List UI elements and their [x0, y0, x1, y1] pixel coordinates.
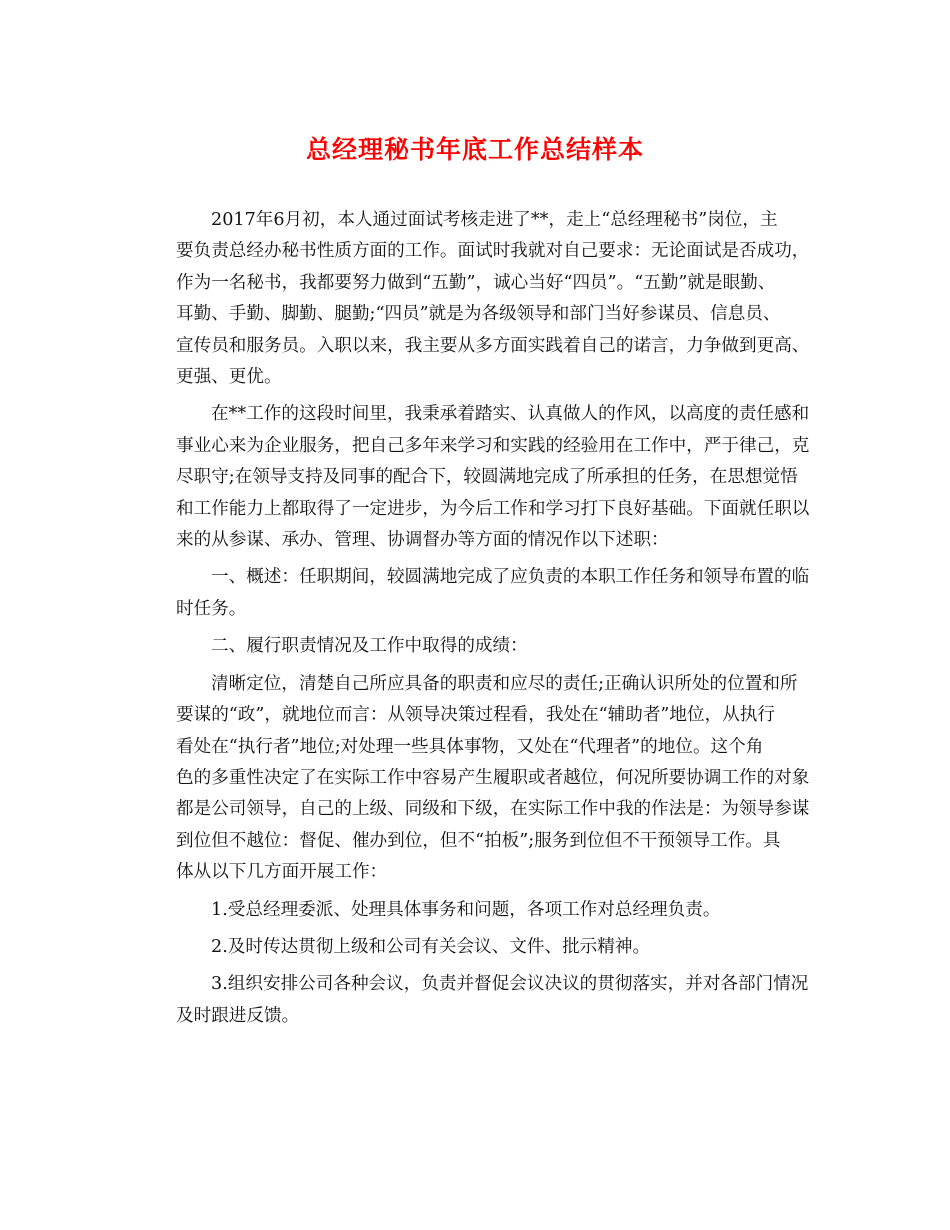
- paragraph-5: [141, 669, 821, 889]
- document-body: [141, 205, 821, 1038]
- paragraph-line: 在**工作的这段时间里，我秉承着踏实、认真做人的作风，以高度的责任感和: [211, 404, 810, 425]
- paragraph-line: 一、概述：任职期间，较圆满地完成了应负责的本职工作任务和领导布置的临: [211, 567, 810, 588]
- paragraph-4: [141, 631, 821, 662]
- paragraph-6: [141, 895, 821, 926]
- document-title: 总经理秘书年底工作总结样本: [305, 135, 644, 164]
- paragraph-line: 要负责总经办秘书性质方面的工作。面试时我就对自己要求：无论面试是否成功，: [176, 241, 810, 262]
- paragraph-3: [141, 562, 821, 625]
- paragraph-2: [141, 399, 821, 556]
- paragraph-line: 来的从参谋、承办、管理、协调督办等方面的情况作以下述职：: [176, 530, 669, 551]
- paragraph-line: 都是公司领导，自己的上级、同级和下级，在实际工作中我的作法是：为领导参谋: [176, 799, 810, 820]
- paragraph-line: 1.受总经理委派、处理具体事务和问题，各项工作对总经理负责。: [211, 899, 721, 920]
- paragraph-line: 尽职守;在领导支持及同事的配合下，较圆满地完成了所承担的任务，在思想觉悟: [176, 467, 798, 488]
- paragraph-8: [141, 969, 821, 1032]
- paragraph-line: 时任务。: [176, 598, 247, 619]
- paragraph-line: 宣传员和服务员。入职以来，我主要从多方面实践着自己的诺言，力争做到更高、: [176, 335, 810, 356]
- paragraph-line: 2.及时传达贯彻上级和公司有关会议、文件、批示精神。: [211, 936, 651, 957]
- paragraph-line: 色的多重性决定了在实际工作中容易产生履职或者越位，何况所要协调工作的对象: [176, 767, 810, 788]
- paragraph-line: 二、履行职责情况及工作中取得的成绩：: [211, 636, 528, 657]
- paragraph-line: 2017年6月初，本人通过面试考核走进了**，走上“总经理秘书”岗位，主: [211, 210, 778, 230]
- paragraph-line: 和工作能力上都取得了一定进步，为今后工作和学习打下良好基础。下面就任职以: [176, 498, 810, 519]
- paragraph-7: [141, 932, 821, 963]
- paragraph-line: 体从以下几方面开展工作：: [176, 862, 388, 883]
- paragraph-line: 看处在“执行者”地位;对处理一些具体事物，又处在“代理者”的地位。这个角: [176, 736, 764, 757]
- paragraph-line: 作为一名秘书，我都要努力做到“五勤”，诚心当好“四员”。“五勤”就是眼勤、: [176, 272, 776, 293]
- paragraph-line: 要谋的“政”，就地位而言：从领导决策过程看，我处在“辅助者”地位，从执行: [176, 705, 775, 726]
- paragraph-line: 耳勤、手勤、脚勤、腿勤;“四员”就是为各级领导和部门当好参谋员、信息员、: [176, 304, 781, 325]
- paragraph-line: 及时跟进反馈。: [176, 1005, 300, 1026]
- paragraph-line: 更强、更优。: [176, 367, 282, 388]
- paragraph-1: [141, 205, 821, 393]
- paragraph-line: 到位但不越位：督促、催办到位，但不“拍板”;服务到位但不干预领导工作。具: [176, 830, 781, 851]
- paragraph-line: 事业心来为企业服务，把自己多年来学习和实践的经验用在工作中，严于律己，克: [176, 435, 810, 456]
- paragraph-line: 3.组织安排公司各种会议，负责并督促会议决议的贯彻落实，并对各部门情况: [211, 974, 809, 995]
- paragraph-line: 清晰定位，清楚自己所应具备的职责和应尽的责任;正确认识所处的位置和所: [211, 673, 798, 694]
